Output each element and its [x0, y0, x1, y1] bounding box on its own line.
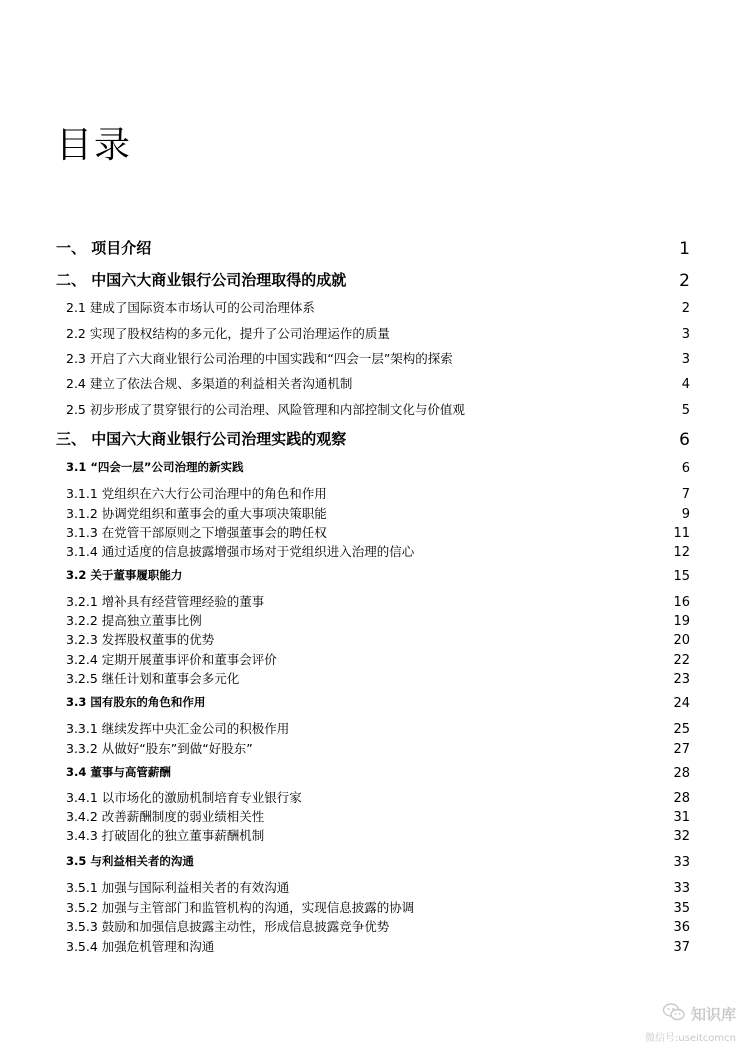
toc-entry-page: 33	[673, 881, 690, 896]
toc-entry-label: 3.5.2 加强与主管部门和监管机构的沟通，实现信息披露的协调	[66, 900, 415, 915]
watermark-sub: 微信号:useitcomcn	[645, 1033, 736, 1044]
toc-entry-label: 2.3 开启了六大商业银行公司治理的中国实践和“四会一层”架构的探索	[66, 351, 453, 366]
toc-entry-page: 4	[681, 377, 690, 392]
toc-entry-label: 3.1.1 党组织在六大行公司治理中的角色和作用	[66, 486, 327, 501]
toc-entry[interactable]	[0, 767, 744, 791]
toc-entry[interactable]	[0, 570, 744, 594]
toc-entry[interactable]	[0, 697, 744, 721]
toc-entry-page: 35	[673, 901, 690, 916]
toc-entry[interactable]	[0, 462, 744, 486]
toc-entry-label: 2.5 初步形成了贯穿银行的公司治理、风险管理和内部控制文化与价值观	[66, 402, 465, 417]
toc-entry-label: 3.5.1 加强与国际利益相关者的有效沟通	[66, 880, 290, 895]
toc-entry-page: 7	[681, 487, 690, 502]
toc-entry-page: 16	[673, 595, 690, 610]
toc-entry-label: 3.2.3 发挥股权董事的优势	[66, 632, 215, 647]
toc-entry-page: 27	[673, 742, 690, 757]
toc-entry-page: 28	[673, 766, 690, 781]
toc-entry-label: 3.2.1 增补具有经营管理经验的董事	[66, 594, 265, 609]
toc-entry-page: 19	[673, 614, 690, 629]
toc-entry-page: 32	[673, 829, 690, 844]
toc-entry-page: 31	[673, 810, 690, 825]
toc-entry-label: 3.4 董事与高管薪酬	[66, 765, 171, 779]
toc-entry-label: 3.2.2 提高独立董事比例	[66, 613, 202, 628]
toc-entry-label: 3.5 与利益相关者的沟通	[66, 854, 194, 868]
toc-entry-label: 3.2.5 继任计划和董事会多元化	[66, 671, 240, 686]
toc-entry-label: 3.2 关于董事履职能力	[66, 568, 183, 582]
toc-entry-label: 3.3.2 从做好“股东”到做“好股东”	[66, 741, 253, 756]
toc-entry-page: 6	[679, 430, 690, 450]
watermark-name: 知识库	[690, 1005, 736, 1024]
toc-entry-label: 3.1.4 通过适度的信息披露增强市场对于党组织进入治理的信心	[66, 544, 415, 559]
toc-entry-label: 2.1 建成了国际资本市场认可的公司治理体系	[66, 300, 315, 315]
toc-entry[interactable]	[0, 432, 744, 456]
toc-entry[interactable]	[0, 546, 744, 570]
toc-entry-page: 2	[681, 301, 690, 316]
toc-entry-label: 一、 项目介绍	[56, 239, 152, 257]
toc-entry-page: 23	[673, 672, 690, 687]
toc-entry-page: 28	[673, 791, 690, 806]
toc-entry-label: 2.4 建立了依法合规、多渠道的利益相关者沟通机制	[66, 376, 353, 391]
toc-entry-label: 3.2.4 定期开展董事评价和董事会评价	[66, 652, 277, 667]
toc-entry-label: 3.3.1 继续发挥中央汇金公司的积极作用	[66, 721, 290, 736]
toc-entry[interactable]	[0, 830, 744, 854]
toc-entry-page: 22	[673, 653, 690, 668]
toc-entry[interactable]	[0, 404, 744, 428]
toc-entry-page: 33	[673, 855, 690, 870]
toc-entry-label: 3.4.2 改善薪酬制度的弱业绩相关性	[66, 809, 265, 824]
toc-entry-label: 3.4.3 打破固化的独立董事薪酬机制	[66, 828, 265, 843]
toc-entry-page: 11	[673, 526, 690, 541]
toc-entry-page: 15	[673, 569, 690, 584]
toc-entry-label: 三、 中国六大商业银行公司治理实践的观察	[56, 430, 347, 448]
toc-entry-page: 20	[673, 633, 690, 648]
toc-entry-page: 37	[673, 940, 690, 955]
toc-entry-label: 3.1.2 协调党组织和董事会的重大事项决策职能	[66, 506, 327, 521]
watermark	[645, 1003, 736, 1044]
toc-entry-page: 3	[681, 352, 690, 367]
toc-entry-page: 3	[681, 327, 690, 342]
toc-entry-label: 二、 中国六大商业银行公司治理取得的成就	[56, 271, 347, 289]
toc-entry[interactable]	[0, 673, 744, 697]
toc-entry-page: 1	[679, 239, 690, 259]
toc-entry-label: 2.2 实现了股权结构的多元化，提升了公司治理运作的质量	[66, 326, 390, 341]
toc-entry-label: 3.3 国有股东的角色和作用	[66, 695, 206, 709]
toc-entry[interactable]	[0, 328, 744, 352]
toc-entry-label: 3.5.3 鼓励和加强信息披露主动性，形成信息披露竞争优势	[66, 919, 390, 934]
toc-entry-page: 25	[673, 722, 690, 737]
toc-entry[interactable]	[0, 856, 744, 880]
toc-entry-label: 3.4.1 以市场化的激励机制培育专业银行家	[66, 790, 302, 805]
page-title: 目录	[56, 125, 133, 166]
toc-entry-label: 3.1 “四会一层”公司治理的新实践	[66, 460, 244, 474]
toc-entry-page: 36	[673, 920, 690, 935]
toc-entry-page: 5	[681, 403, 690, 418]
toc-entry[interactable]	[0, 353, 744, 377]
toc-entry[interactable]	[0, 273, 744, 297]
toc-entry[interactable]	[0, 743, 744, 767]
toc-entry[interactable]	[0, 302, 744, 326]
toc-entry-page: 6	[681, 461, 690, 476]
toc-entry-label: 3.1.3 在党管干部原则之下增强董事会的聘任权	[66, 525, 327, 540]
toc-entry-page: 2	[679, 271, 690, 291]
toc-entry[interactable]	[0, 941, 744, 965]
toc-entry-label: 3.5.4 加强危机管理和沟通	[66, 939, 215, 954]
toc-entry[interactable]	[0, 378, 744, 402]
toc-entry[interactable]	[0, 241, 744, 265]
toc-entry-page: 24	[673, 696, 690, 711]
wechat-icon	[663, 1003, 685, 1025]
toc-entry-page: 9	[681, 507, 690, 522]
toc-entry-page: 12	[673, 545, 690, 560]
